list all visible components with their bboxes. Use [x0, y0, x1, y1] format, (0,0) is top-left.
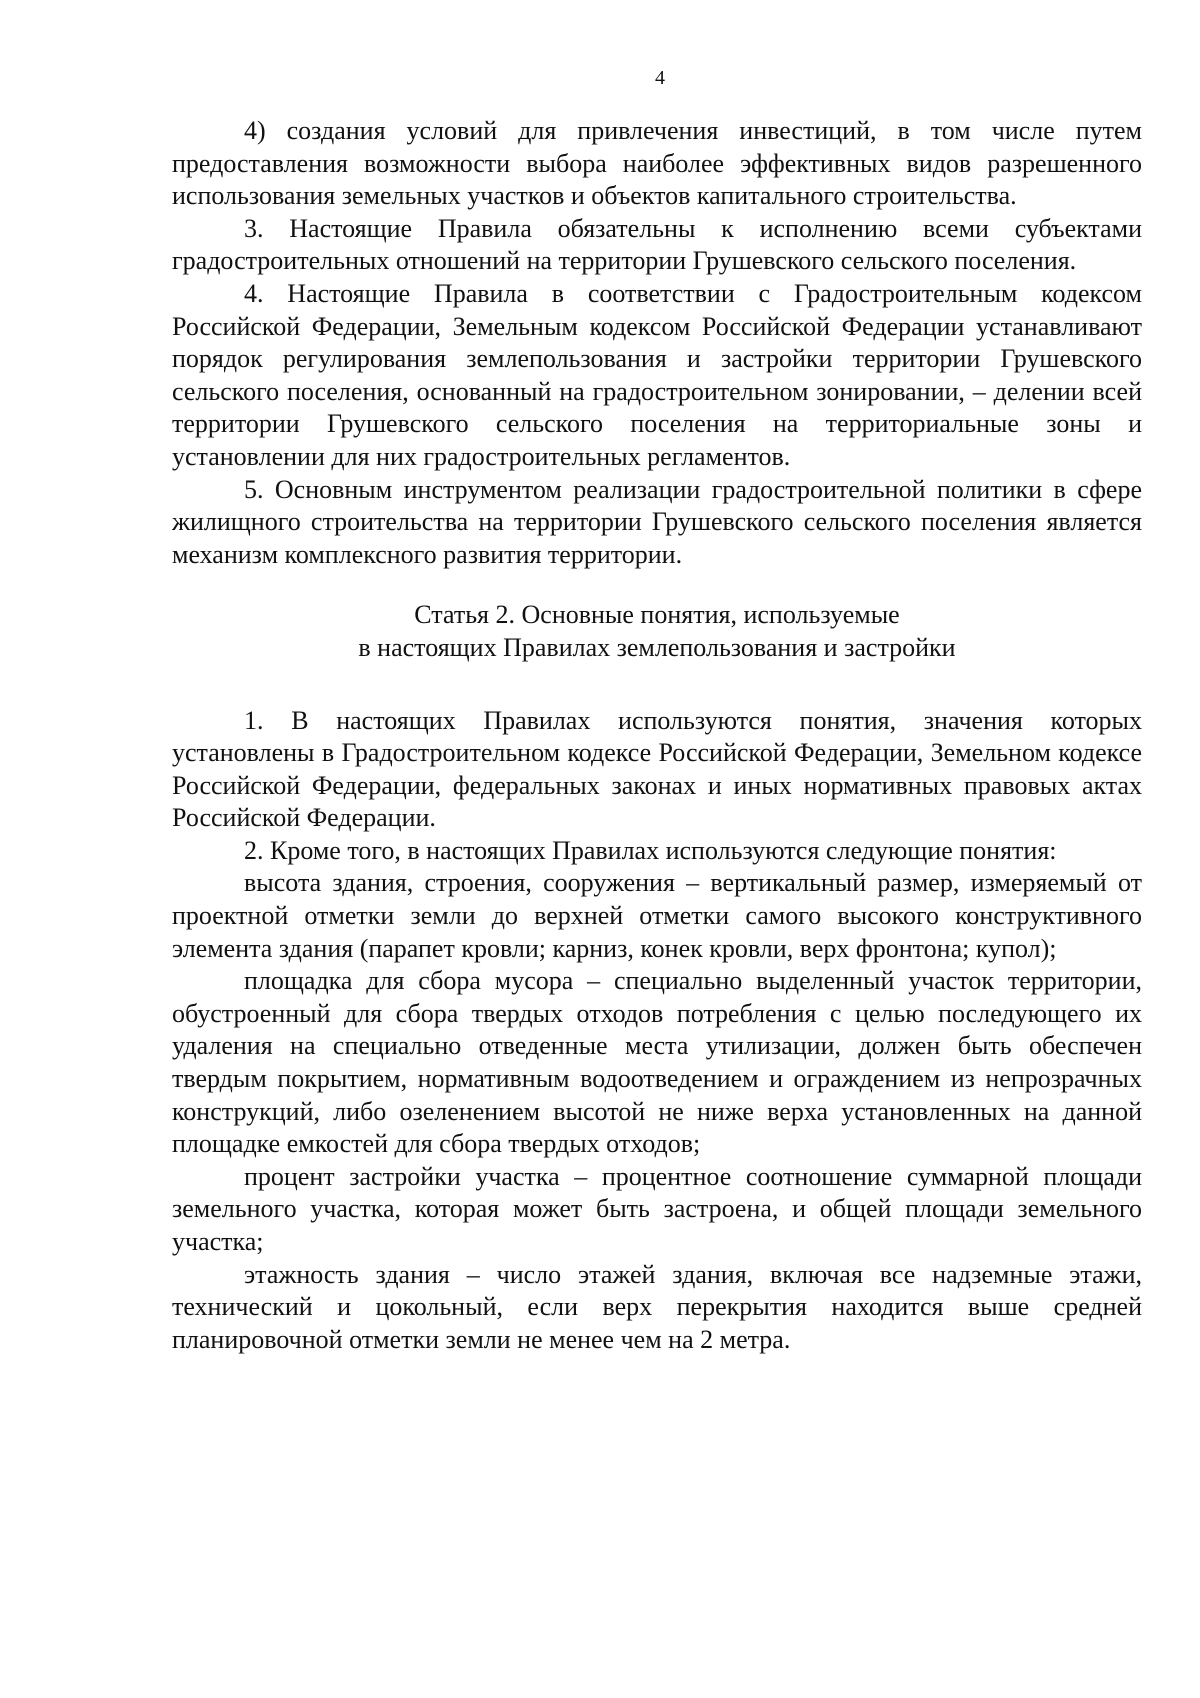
article-title-line-1: Статья 2. Основные понятия, используемые	[414, 600, 900, 630]
paragraph-concepts-intro: 1. В настоящих Правилах используются понятия, значения которых установлены в Градостроительном кодексе Российской Федерации, Земельном кодексе Российской Федерации, федеральных законах и иных нормативных правовых актах Российской Федерации.	[172, 705, 1142, 833]
definition-waste-site: площадка для сбора мусора – специально выделенный участок территории, обустроенный для сбора твердых отходов потребления с целью последующего их удаления на специально отведенные места утилизации, должен быть обеспечен твердым покрытием, нормативным водоотведением и ограждением из непрозрачных конструкций, либо озеленением высотой не ниже верха установленных на данной площадке емкостей для сбора твердых отходов;	[172, 966, 1142, 1159]
paragraph-rules-scope: 4. Настоящие Правила в соответствии с Градостроительным кодексом Российской Федерации, Земельным кодексом Российской Федерации устанавливают порядок регулирования землепользования и застройки территории Грушевского сельского поселения, основанный на градостроительном зонировании, – делении всей территории Грушевского сельского поселения на территориальные зоны и установлении для них градостроительных регламентов.	[172, 278, 1142, 471]
article-title-line-2: в настоящих Правилах землепользования и застройки	[358, 632, 956, 662]
paragraph-main-instrument: 5. Основным инструментом реализации градостроительной политики в сфере жилищного строительства на территории Грушевского сельского поселения является механизм комплексного развития территории.	[172, 474, 1142, 569]
paragraph-rules-mandatory: 3. Настоящие Правила обязательны к исполнению всеми субъектами градостроительных отношений на территории Грушевского сельского поселения.	[172, 213, 1142, 276]
paragraph-additional-concepts: 2. Кроме того, в настоящих Правилах используются следующие понятия:	[244, 835, 1057, 865]
paragraph-goal-4: 4) создания условий для привлечения инвестиций, в том числе путем предоставления возможности выбора наиболее эффективных видов разрешенного использования земельных участков и объектов капитального строительства.	[172, 116, 1142, 211]
page-number: 4	[655, 67, 665, 89]
article-heading	[172, 599, 1142, 664]
definition-building-height: высота здания, строения, сооружения – вертикальный размер, измеряемый от проектной отметки земли до верхней отметки самого высокого конструктивного элемента здания (парапет кровли; карниз, конек кровли, верх фронтона; купол);	[172, 868, 1142, 963]
document-body	[172, 115, 1142, 1356]
definition-number-of-floors: этажность здания – число этажей здания, включая все надземные этажи, технический и цокольный, если верх перекрытия находится выше средней планировочной отметки земли не менее чем на 2 метра.	[172, 1259, 1142, 1354]
definition-building-coverage: процент застройки участка – процентное соотношение суммарной площади земельного участка, которая может быть застроена, и общей площади земельного участка;	[172, 1161, 1142, 1256]
